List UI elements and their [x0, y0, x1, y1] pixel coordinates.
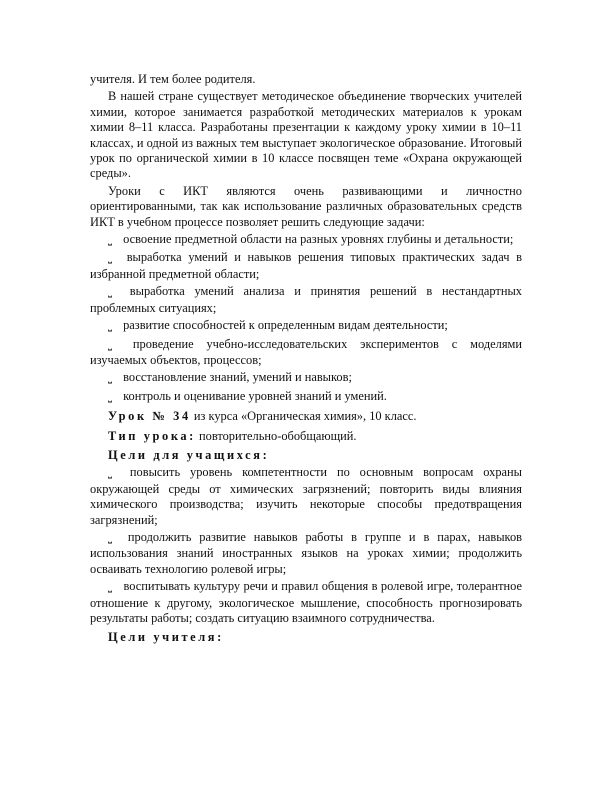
list-item: ⎵ контроль и оценивание уровней знаний и умений. [90, 389, 522, 405]
list-item: ⎵ освоение предметной области на разных уровнях глубины и детальности; [90, 232, 522, 248]
lesson-line [90, 409, 522, 424]
bullet-icon: ⎵ [108, 532, 112, 544]
paragraph-methodical-union: В нашей стране существует методическое объединение творческих учителей химии, которое занимается разработкой методических материалов к урокам химии 8–11 класса. Разработаны презентации к каждому уроку химии в 10–11 классах, и одной из важных тем выступает экологическое образование. Итоговый урок по органической химии в 10 классе посвящен теме «Охрана окружающей среды». [90, 89, 522, 181]
list-item: ⎵ восстановление знаний, умений и навыков; [90, 370, 522, 386]
lesson-type-line [90, 429, 522, 444]
bullet-icon: ⎵ [108, 287, 112, 299]
list-item: ⎵ воспитывать культуру речи и правил общения в ролевой игре, толерантное отношение к другому, экологическое мышление, способность прогнозировать результаты работы; создать ситуацию взаимного сотрудничества. [90, 579, 522, 625]
student-goals-heading: Цели для учащихся: [108, 447, 270, 462]
paragraph-continuation: учителя. И тем более родителя. [90, 72, 256, 86]
bullet-icon: ⎵ [108, 253, 112, 265]
list-item: ⎵ продолжить развитие навыков работы в группе и в парах, навыков использования знаний иностранных языков на уроках химии; продолжить осваивать технологию ролевой игры; [90, 529, 522, 576]
bullet-icon: ⎵ [108, 339, 112, 351]
ikt-task-list [90, 232, 522, 405]
bullet-icon: ⎵ [108, 468, 112, 480]
paragraph-ikt-lessons: Уроки с ИКТ являются очень развивающими и личностно ориентированными, так как использование различных образовательных средств ИКТ в учебном процессе позволяет решить следующие задачи: [90, 183, 522, 229]
lesson-type-text: повторительно-обобщающий. [195, 428, 357, 443]
lesson-text: из курса «Органическая химия», 10 класс. [190, 409, 417, 424]
list-item: ⎵ выработка умений анализа и принятия решений в нестандартных проблемных ситуациях; [90, 284, 522, 315]
teacher-goals-heading: Цели учителя: [108, 630, 224, 645]
lesson-label: Урок № 34 [108, 409, 191, 424]
student-goals-list [90, 465, 522, 626]
bullet-icon: ⎵ [108, 582, 112, 594]
list-item: ⎵ проведение учебно-исследовательских экспериментов с моделями изучаемых объектов, процессов; [90, 336, 522, 367]
bullet-icon: ⎵ [108, 321, 112, 333]
bullet-icon: ⎵ [108, 391, 112, 403]
list-item: ⎵ выработка умений и навыков решения типовых практических задач в избранной предметной области; [90, 250, 522, 281]
bullet-icon: ⎵ [108, 235, 112, 247]
lesson-type-label: Тип урока: [108, 428, 196, 443]
list-item: ⎵ повысить уровень компетентности по основным вопросам охраны окружающей среды от химических загрязнений; повторить виды влияния химического производства; изучить некоторые способы предотвращения загрязнений; [90, 465, 522, 527]
document-page [90, 72, 522, 648]
list-item: ⎵ развитие способностей к определенным видам деятельности; [90, 318, 522, 334]
bullet-icon: ⎵ [108, 373, 112, 385]
